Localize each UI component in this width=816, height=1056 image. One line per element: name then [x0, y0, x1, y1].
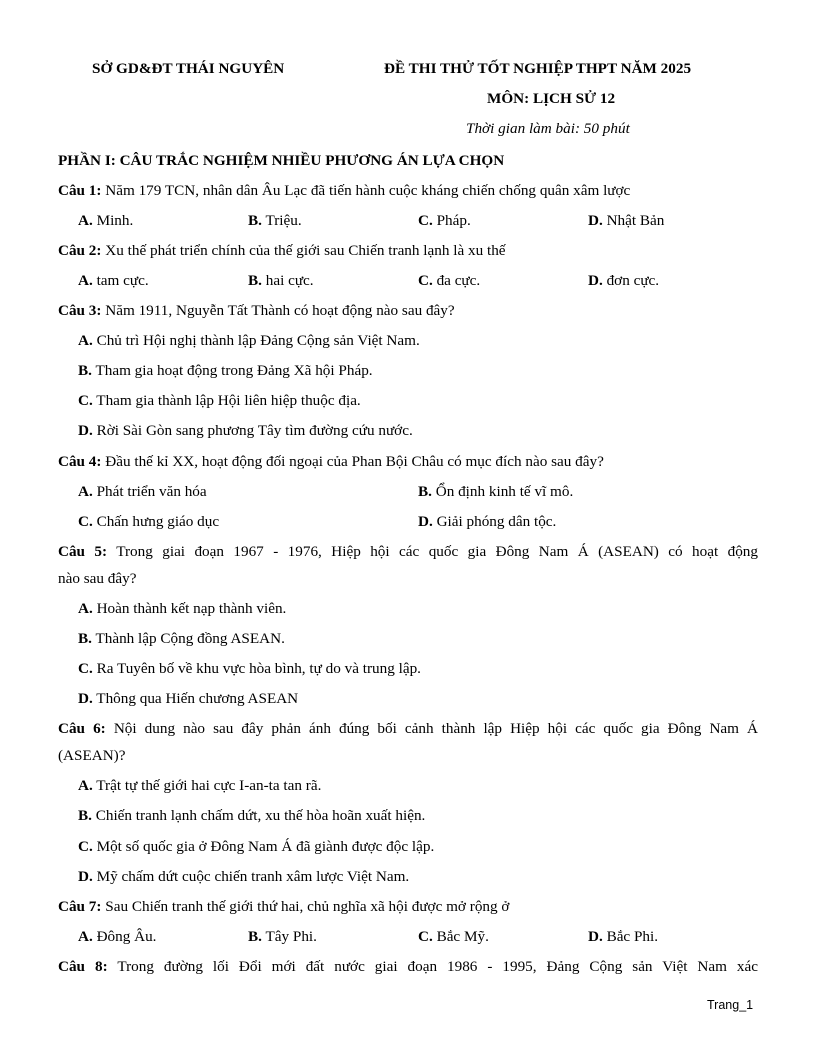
- question-1: Câu 1: Năm 179 TCN, nhân dân Âu Lạc đã tiến hành cuộc kháng chiến chống quân xâm lược: [58, 182, 631, 199]
- page-number: Trang_1: [707, 998, 754, 1012]
- option-7a: A. Đông Âu.: [78, 928, 157, 945]
- option-3a: A. Chủ trì Hội nghị thành lập Đảng Cộng sản Việt Nam.: [78, 332, 420, 349]
- option-5b: B. Thành lập Cộng đồng ASEAN.: [78, 630, 285, 647]
- question-6: Câu 6: Nội dung nào sau đây phản ánh đúng bối cảnh thành lập Hiệp hội các quốc gia Đông Nam Á: [58, 720, 758, 737]
- option-6b: B. Chiến tranh lạnh chấm dứt, xu thế hòa hoãn xuất hiện.: [78, 807, 426, 824]
- option-7d: D. Bắc Phi.: [588, 928, 659, 945]
- option-1a: A. Minh.: [78, 212, 134, 229]
- option-1b: B. Triệu.: [248, 212, 302, 229]
- subject-title: MÔN: LỊCH SỬ 12: [487, 90, 616, 107]
- option-4d: D. Giải phóng dân tộc.: [418, 513, 557, 530]
- option-6a: A. Trật tự thế giới hai cực I-an-ta tan rã.: [78, 777, 322, 794]
- question-7: Câu 7: Sau Chiến tranh thế giới thứ hai, chủ nghĩa xã hội được mở rộng ở: [58, 898, 510, 915]
- option-7c: C. Bắc Mỹ.: [418, 928, 489, 945]
- option-6d: D. Mỹ chấm dứt cuộc chiến tranh xâm lược Việt Nam.: [78, 868, 410, 885]
- option-6c: C. Một số quốc gia ở Đông Nam Á đã giành được độc lập.: [78, 838, 435, 855]
- question-6-continued: (ASEAN)?: [58, 747, 126, 764]
- option-2b: B. hai cực.: [248, 272, 314, 289]
- option-4c: C. Chấn hưng giáo dục: [78, 513, 220, 530]
- option-4a: A. Phát triển văn hóa: [78, 483, 207, 500]
- question-4: Câu 4: Đầu thế kỉ XX, hoạt động đối ngoại của Phan Bội Châu có mục đích nào sau đây?: [58, 453, 604, 470]
- option-5c: C. Ra Tuyên bố về khu vực hòa bình, tự do và trung lập.: [78, 660, 421, 677]
- section-title: PHẦN I: CÂU TRẮC NGHIỆM NHIỀU PHƯƠNG ÁN LỰA CHỌN: [58, 152, 505, 169]
- option-3d: D. Rời Sài Gòn sang phương Tây tìm đường cứu nước.: [78, 422, 413, 439]
- option-2a: A. tam cực.: [78, 272, 149, 289]
- question-8: Câu 8: Trong đường lối Đổi mới đất nước giai đoạn 1986 - 1995, Đảng Cộng sản Việt Nam xác: [58, 958, 758, 975]
- option-2c: C. đa cực.: [418, 272, 481, 289]
- time-allowed: Thời gian làm bài: 50 phút: [466, 120, 630, 137]
- option-3b: B. Tham gia hoạt động trong Đảng Xã hội Pháp.: [78, 362, 373, 379]
- exam-title: ĐỀ THI THỬ TỐT NGHIỆP THPT NĂM 2025: [384, 60, 692, 77]
- option-5d: D. Thông qua Hiến chương ASEAN: [78, 690, 299, 707]
- question-3: Câu 3: Năm 1911, Nguyễn Tất Thành có hoạt động nào sau đây?: [58, 302, 455, 319]
- option-4b: B. Ổn định kinh tế vĩ mô.: [418, 483, 574, 500]
- option-7b: B. Tây Phi.: [248, 928, 317, 945]
- question-2: Câu 2: Xu thế phát triển chính của thế giới sau Chiến tranh lạnh là xu thế: [58, 242, 506, 259]
- option-1d: D. Nhật Bản: [588, 212, 665, 229]
- question-5: Câu 5: Trong giai đoạn 1967 - 1976, Hiệp hội các quốc gia Đông Nam Á (ASEAN) có hoạt động: [58, 543, 758, 560]
- option-5a: A. Hoàn thành kết nạp thành viên.: [78, 600, 287, 617]
- option-1c: C. Pháp.: [418, 212, 471, 229]
- question-5-continued: nào sau đây?: [58, 570, 137, 587]
- option-3c: C. Tham gia thành lập Hội liên hiệp thuộc địa.: [78, 392, 361, 409]
- option-2d: D. đơn cực.: [588, 272, 660, 289]
- department-name: SỞ GD&ĐT THÁI NGUYÊN: [92, 60, 285, 77]
